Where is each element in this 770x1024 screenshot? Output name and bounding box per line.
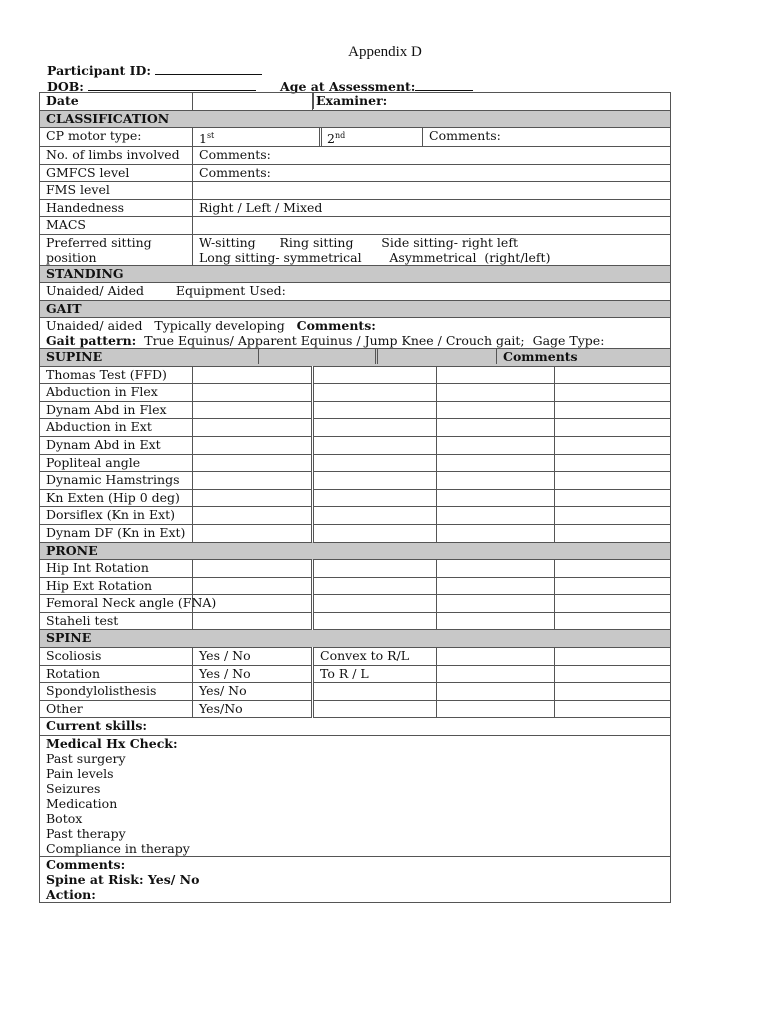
supine-value-1[interactable]	[193, 489, 313, 507]
supine-value-3[interactable]	[437, 384, 555, 402]
cp-comments-label: Comments:	[429, 128, 501, 143]
supine-label: Abduction in Ext	[40, 419, 193, 437]
handedness-value[interactable]: Right / Left / Mixed	[193, 199, 671, 217]
handedness-label: Handedness	[40, 199, 193, 217]
supine-value-2[interactable]	[313, 401, 437, 419]
second-label: 2	[327, 131, 335, 147]
supine-row	[40, 366, 671, 384]
supine-value-2[interactable]	[313, 472, 437, 490]
spine-row	[40, 700, 671, 718]
spine-value-3[interactable]	[437, 683, 555, 701]
gait-options: Unaided/ aided Typically developing	[46, 318, 297, 334]
limbs-label: No. of limbs involved	[40, 147, 193, 165]
supine-comments[interactable]	[555, 437, 671, 455]
prone-value-3[interactable]	[437, 577, 555, 595]
supine-label: Dorsiflex (Kn in Ext)	[40, 507, 193, 525]
preferred-sitting-label	[40, 234, 193, 265]
prone-label: Staheli test	[40, 612, 193, 630]
spine-label: Other	[40, 700, 193, 718]
medical-hx-section[interactable]	[40, 735, 671, 856]
macs-label: MACS	[40, 217, 193, 235]
cp-motor-type-label: CP motor type:	[40, 128, 193, 147]
gait-line2	[46, 333, 670, 348]
supine-label: Dynam DF (Kn in Ext)	[40, 525, 193, 543]
prone-heading: PRONE	[40, 542, 671, 560]
medical-item: Compliance in therapy	[46, 840, 190, 856]
prone-value-1[interactable]	[193, 560, 313, 578]
supine-comments[interactable]	[555, 384, 671, 402]
supine-comments[interactable]	[555, 507, 671, 525]
supine-value-3[interactable]	[437, 454, 555, 472]
date-label: Date	[40, 93, 193, 111]
prone-value-3[interactable]	[437, 595, 555, 613]
supine-row	[40, 384, 671, 402]
prone-row	[40, 612, 671, 630]
supine-comments[interactable]	[555, 454, 671, 472]
fms-field[interactable]	[193, 182, 671, 200]
supine-value-3[interactable]	[437, 472, 555, 490]
supine-value-3[interactable]	[437, 437, 555, 455]
supine-comments[interactable]	[555, 489, 671, 507]
spine-value-3[interactable]	[437, 665, 555, 683]
age-label: Age at Assessment:	[280, 79, 416, 94]
footer-comments: Comments:	[46, 856, 126, 872]
sitting-options[interactable]	[193, 234, 671, 265]
gait-line1	[46, 318, 670, 333]
first-field[interactable]	[193, 128, 322, 146]
supine-row	[40, 507, 671, 525]
spine-value-2[interactable]: To R / L	[313, 665, 437, 683]
gmfcs-comments[interactable]: Comments:	[193, 164, 671, 182]
spine-value-2[interactable]	[313, 683, 437, 701]
prone-value-2[interactable]	[313, 560, 437, 578]
supine-heading: SUPINE	[40, 349, 259, 364]
first-sup: st	[206, 131, 215, 140]
supine-value-1[interactable]	[193, 472, 313, 490]
sitting-label-line2: position	[46, 249, 97, 265]
prone-value-3[interactable]	[437, 560, 555, 578]
supine-value-1[interactable]	[193, 507, 313, 525]
prone-comments[interactable]	[555, 595, 671, 613]
spine-comments[interactable]	[555, 647, 671, 665]
supine-row	[40, 472, 671, 490]
gait-pattern-options: True Equinus/ Apparent Equinus / Jump Knee / Crouch gait; Gage Type:	[136, 333, 605, 349]
spine-row	[40, 647, 671, 665]
prone-value-2[interactable]	[313, 612, 437, 630]
fms-label: FMS level	[40, 182, 193, 200]
spine-label: Spondylolisthesis	[40, 683, 193, 701]
second-sup: nd	[334, 131, 346, 140]
supine-value-3[interactable]	[437, 366, 555, 384]
supine-value-2[interactable]	[313, 489, 437, 507]
supine-value-2[interactable]	[313, 384, 437, 402]
gait-pattern-label: Gait pattern:	[46, 333, 137, 349]
spine-value-1[interactable]: Yes / No	[193, 647, 313, 665]
supine-comments[interactable]	[555, 472, 671, 490]
supine-label: Abduction in Flex	[40, 384, 193, 402]
examiner-cell[interactable]	[313, 93, 671, 111]
supine-value-2[interactable]	[313, 507, 437, 525]
age-field[interactable]	[415, 78, 473, 91]
supine-value-2[interactable]	[313, 525, 437, 543]
prone-rows	[40, 560, 671, 630]
participant-id-label: Participant ID:	[47, 63, 151, 78]
action-label: Action:	[46, 886, 96, 902]
prone-value-2[interactable]	[313, 595, 437, 613]
prone-value-3[interactable]	[437, 612, 555, 630]
prone-label: Hip Ext Rotation	[40, 577, 193, 595]
supine-value-2[interactable]	[313, 437, 437, 455]
supine-value-1[interactable]	[193, 454, 313, 472]
prone-row	[40, 595, 671, 613]
footer-section[interactable]	[40, 856, 671, 902]
date-field[interactable]	[193, 93, 313, 111]
supine-comments[interactable]	[555, 366, 671, 384]
dob-field[interactable]	[88, 78, 256, 91]
supine-row	[40, 401, 671, 419]
page-title: Appendix D	[348, 44, 422, 60]
classification-heading: CLASSIFICATION	[40, 110, 671, 128]
supine-row	[40, 419, 671, 437]
supine-value-2[interactable]	[313, 419, 437, 437]
spine-value-3[interactable]	[437, 647, 555, 665]
supine-value-2[interactable]	[313, 454, 437, 472]
dob-label: DOB:	[47, 79, 84, 94]
second-field[interactable]	[322, 128, 423, 146]
limbs-comments[interactable]: Comments:	[193, 147, 671, 165]
participant-id-field[interactable]	[155, 62, 262, 75]
standing-line[interactable]: Unaided/ Aided Equipment Used:	[40, 283, 671, 301]
supine-label: Popliteal angle	[40, 454, 193, 472]
supine-value-1[interactable]	[193, 366, 313, 384]
spine-label: Scoliosis	[40, 647, 193, 665]
gmfcs-label: GMFCS level	[40, 164, 193, 182]
spine-comments[interactable]	[555, 683, 671, 701]
supine-label: Thomas Test (FFD)	[40, 366, 193, 384]
cp-motor-type-cell	[193, 128, 671, 147]
spine-value-1[interactable]: Yes / No	[193, 665, 313, 683]
prone-label: Femoral Neck angle (FNA)	[40, 595, 193, 613]
medical-item: Medication	[46, 795, 118, 811]
supine-rows	[40, 366, 671, 542]
supine-comments[interactable]	[555, 401, 671, 419]
spine-rows	[40, 647, 671, 717]
macs-field[interactable]	[193, 217, 671, 235]
supine-value-2[interactable]	[313, 366, 437, 384]
gait-comments-label: Comments:	[296, 318, 376, 334]
supine-label: Dynam Abd in Ext	[40, 437, 193, 455]
prone-value-1[interactable]	[193, 577, 313, 595]
supine-value-1[interactable]	[193, 419, 313, 437]
supine-value-3[interactable]	[437, 419, 555, 437]
supine-col2	[259, 349, 378, 364]
supine-row	[40, 437, 671, 455]
prone-value-1[interactable]	[193, 612, 313, 630]
supine-value-1[interactable]	[193, 525, 313, 543]
supine-row	[40, 489, 671, 507]
participant-id-row	[47, 62, 262, 78]
supine-col3	[378, 349, 497, 364]
spine-comments[interactable]	[555, 665, 671, 683]
gait-details[interactable]	[40, 318, 671, 349]
medical-item: Botox	[46, 810, 83, 826]
gait-heading: GAIT	[40, 300, 671, 318]
spine-row	[40, 683, 671, 701]
supine-row	[40, 525, 671, 543]
medical-item: Past surgery	[46, 750, 126, 766]
supine-heading-row	[40, 349, 671, 367]
spine-heading: SPINE	[40, 630, 671, 648]
prone-label: Hip Int Rotation	[40, 560, 193, 578]
examiner-label: Examiner:	[313, 93, 387, 109]
standing-heading: STANDING	[40, 265, 671, 283]
medical-item: Pain levels	[46, 765, 114, 781]
supine-value-1[interactable]	[193, 401, 313, 419]
supine-label: Dynamic Hamstrings	[40, 472, 193, 490]
current-skills-label[interactable]: Current skills:	[40, 718, 671, 736]
supine-row	[40, 454, 671, 472]
supine-value-3[interactable]	[437, 401, 555, 419]
spine-value-1[interactable]: Yes/ No	[193, 683, 313, 701]
supine-label: Dynam Abd in Flex	[40, 401, 193, 419]
spine-comments[interactable]	[555, 700, 671, 718]
supine-comments[interactable]	[555, 525, 671, 543]
spine-value-3[interactable]	[437, 700, 555, 718]
supine-comments[interactable]	[555, 419, 671, 437]
spine-at-risk: Spine at Risk: Yes/ No	[46, 871, 200, 887]
prone-comments[interactable]	[555, 560, 671, 578]
medical-items	[46, 751, 670, 856]
spine-label: Rotation	[40, 665, 193, 683]
prone-comments[interactable]	[555, 612, 671, 630]
sitting-label-line1: Preferred sitting	[46, 234, 152, 250]
prone-comments[interactable]	[555, 577, 671, 595]
prone-value-2[interactable]	[313, 577, 437, 595]
first-label: 1	[199, 131, 207, 147]
medical-item: Past therapy	[46, 825, 126, 841]
spine-value-1[interactable]: Yes/No	[193, 700, 313, 718]
prone-row	[40, 560, 671, 578]
medical-hx-heading: Medical Hx Check:	[46, 735, 178, 751]
spine-row	[40, 665, 671, 683]
supine-value-1[interactable]	[193, 384, 313, 402]
prone-row	[40, 577, 671, 595]
supine-label: Kn Exten (Hip 0 deg)	[40, 489, 193, 507]
supine-value-3[interactable]	[437, 525, 555, 543]
spine-value-2[interactable]: Convex to R/L	[313, 647, 437, 665]
sitting-options-line1: W-sitting Ring sitting Side sitting- right left	[199, 234, 518, 250]
supine-value-3[interactable]	[437, 489, 555, 507]
sitting-options-line2: Long sitting- symmetrical Asymmetrical (right/left)	[199, 249, 551, 265]
supine-value-3[interactable]	[437, 507, 555, 525]
assessment-form-table	[39, 92, 671, 903]
supine-value-1[interactable]	[193, 437, 313, 455]
medical-item: Seizures	[46, 780, 101, 796]
spine-value-2[interactable]	[313, 700, 437, 718]
supine-comments-heading: Comments	[503, 349, 578, 365]
